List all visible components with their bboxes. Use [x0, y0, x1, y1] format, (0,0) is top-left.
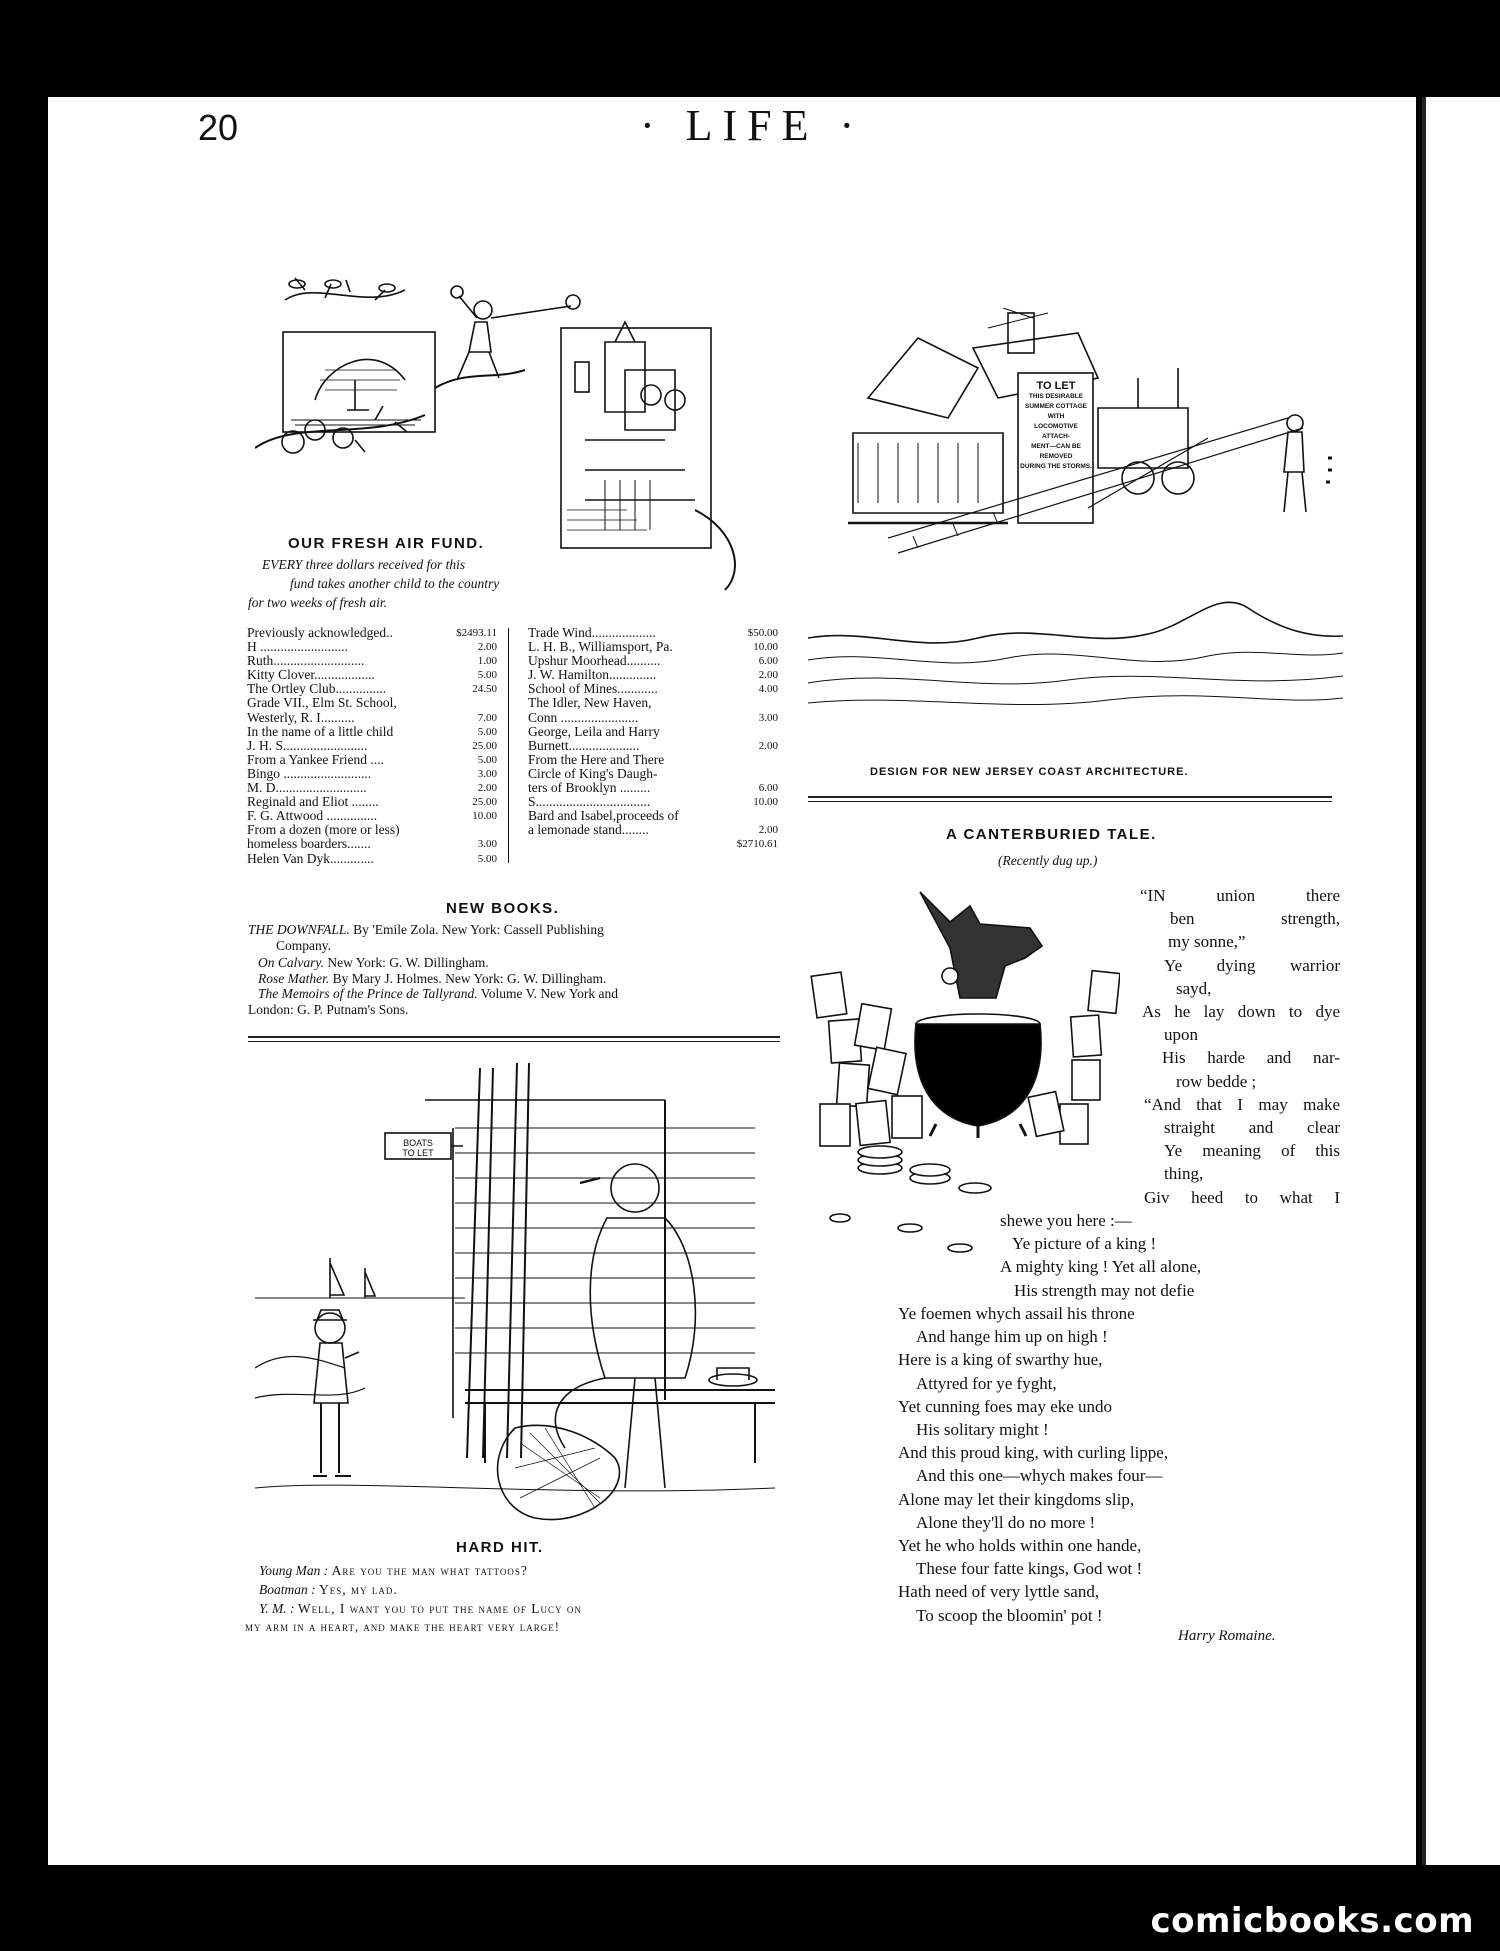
poem-line: thing, — [1164, 1164, 1204, 1184]
poem-middle-block — [1000, 1209, 1340, 1302]
donation-amount: 2.00 — [477, 782, 497, 795]
book-entry-calvary — [248, 955, 778, 971]
donation-row — [247, 767, 497, 781]
donor-name: J. H. S......................... — [247, 738, 368, 753]
to-let-sign — [1020, 380, 1092, 472]
donation-row — [247, 668, 497, 682]
svg-text:BOATS: BOATS — [403, 1138, 433, 1148]
tale-subheading: (Recently dug up.) — [998, 853, 1098, 868]
fresh-air-intro — [248, 555, 608, 612]
poem-line: my sonne,” — [1168, 932, 1246, 952]
poem-narrow-block — [1140, 884, 1340, 1209]
svg-text:TO LET: TO LET — [402, 1148, 434, 1158]
donation-row — [247, 781, 497, 795]
donor-name: Conn ....................... — [528, 710, 639, 725]
speaker-boatman: Boatman : — [259, 1582, 316, 1597]
donation-row — [528, 837, 778, 851]
donation-amount: 4.00 — [758, 683, 778, 696]
donor-name: a lemonade stand........ — [528, 823, 649, 838]
donation-row — [247, 696, 497, 710]
poem-line: “IN union there — [1140, 886, 1340, 905]
donation-row — [528, 696, 778, 710]
donation-row — [247, 725, 497, 739]
sign-line: DURING THE STORMS. — [1020, 463, 1092, 470]
donor-name: Upshur Moorhead.......... — [528, 654, 661, 669]
hard-hit-illustration — [255, 1058, 775, 1538]
donor-name: From a dozen (more or less) — [247, 823, 400, 838]
poem-line: sayd, — [1176, 978, 1212, 998]
poem-line: shewe you here :— — [1000, 1211, 1132, 1230]
donor-name: From a Yankee Friend .... — [247, 752, 384, 767]
donation-row — [247, 739, 497, 753]
donor-name: The Ortley Club............... — [247, 682, 387, 697]
donation-amount: 25.00 — [472, 739, 497, 752]
poem-line: As he lay down to dye — [1142, 1002, 1340, 1022]
poem-line: upon — [1164, 1025, 1198, 1045]
donation-amount — [772, 767, 778, 781]
donations-right-column — [528, 626, 778, 852]
poem-line: Ye dying warrior — [1164, 955, 1340, 975]
donor-name: F. G. Attwood ............... — [247, 809, 378, 824]
donation-amount: 3.00 — [758, 711, 778, 724]
poem-line: Here is a king of swarthy hue, — [898, 1350, 1103, 1370]
poem-wide-block — [898, 1302, 1338, 1627]
donor-name: homeless boarders....... — [247, 837, 371, 852]
intro-line-1: EVERY three dollars received for this — [262, 557, 466, 572]
poem-line: Yet he who holds within one hande, — [898, 1536, 1142, 1556]
poem-line: And hange him up on high ! — [916, 1327, 1108, 1347]
dialogue-line-3 — [245, 1599, 785, 1618]
coast-caption: DESIGN FOR NEW JERSEY COAST ARCHITECTURE. — [870, 766, 1189, 778]
dialogue-line-1 — [245, 1561, 785, 1580]
masthead-title: · LIFE · — [640, 101, 865, 150]
donations-left-column — [247, 626, 497, 866]
dialogue-text: Well, I want you to put the name of Lucy on — [297, 1601, 582, 1616]
donor-name: Bingo .......................... — [247, 766, 372, 781]
donation-amount: 1.00 — [477, 655, 497, 668]
donor-name: Grade VII., Elm St. School, — [247, 696, 397, 711]
donor-name: L. H. B., Williamsport, Pa. — [528, 640, 673, 655]
donation-amount: 2.00 — [758, 739, 778, 752]
donor-name: J. W. Hamilton.............. — [528, 668, 657, 683]
poem-line: His harde and nar- — [1162, 1048, 1340, 1068]
donor-name: From the Here and There — [528, 752, 665, 767]
donation-row — [528, 795, 778, 809]
donor-name: Circle of King's Daugh- — [528, 766, 658, 781]
sign-line: MENT—CAN BE REMOVED — [1031, 443, 1081, 460]
book-details-cont: London: G. P. Putnam's Sons. — [248, 1001, 409, 1017]
donation-amount: 5.00 — [477, 669, 497, 682]
donation-amount: 10.00 — [753, 641, 778, 654]
poem-line: row bedde ; — [1176, 1071, 1257, 1091]
donation-amount: $2493.11 — [456, 627, 497, 639]
donation-row — [247, 753, 497, 767]
sign-line: SUMMER COTTAGE WITH — [1025, 403, 1087, 420]
donation-amount: 25.00 — [472, 796, 497, 809]
donation-row — [247, 626, 497, 640]
poem-line: A mighty king ! Yet all alone, — [1000, 1257, 1202, 1277]
adjacent-page-edge — [1422, 97, 1500, 1865]
new-books-list — [248, 922, 778, 1017]
page-number: 20 — [198, 107, 239, 148]
donor-name: Bard and Isabel,proceeds of — [528, 809, 679, 824]
donation-amount — [491, 823, 497, 837]
book-title: The Memoirs of the Prince de Tallyrand. — [258, 986, 478, 1001]
donation-row — [247, 640, 497, 654]
dialogue-text: Yes, my lad. — [319, 1582, 398, 1597]
donor-name: H .......................... — [247, 640, 348, 655]
book-entry-memoirs — [248, 986, 778, 1002]
poem-line: Yet cunning foes may eke undo — [898, 1396, 1113, 1416]
book-details: Volume V. New York and — [477, 986, 619, 1001]
donation-amount: 7.00 — [477, 711, 497, 724]
donor-name: M. D........................... — [247, 781, 367, 796]
section-divider — [808, 796, 1332, 802]
donation-row — [247, 823, 497, 837]
book-entry-rose-mather — [248, 971, 778, 987]
donation-row — [247, 837, 497, 851]
sign-line: THIS DESIRABLE — [1028, 393, 1084, 400]
donation-row — [528, 668, 778, 682]
donation-amount: 5.00 — [477, 852, 497, 865]
donation-amount: 24.50 — [472, 683, 497, 696]
intro-line-3: for two weeks of fresh air. — [248, 595, 388, 610]
intro-line-2: fund takes another child to the country — [290, 576, 500, 591]
donation-amount — [772, 809, 778, 823]
poem-line: And this proud king, with curling lippe, — [898, 1443, 1169, 1463]
poem-line: straight and clear — [1164, 1118, 1340, 1138]
poem-line: ben strength, — [1170, 909, 1340, 929]
poem-line: These four fatte kings, God wot ! — [916, 1559, 1143, 1579]
donation-amount: 5.00 — [477, 725, 497, 738]
donation-amount: $2710.61 — [736, 838, 778, 851]
poem-line: And this one—whych makes four— — [916, 1466, 1163, 1486]
donation-amount — [772, 725, 778, 739]
donation-row — [247, 682, 497, 696]
donor-name: Helen Van Dyk............. — [247, 851, 374, 866]
donor-name: Reginald and Eliot ........ — [247, 795, 379, 810]
book-title: On Calvary. — [258, 955, 324, 970]
donation-row — [247, 795, 497, 809]
book-details-cont: Company. — [276, 937, 331, 953]
donor-name: Ruth........................... — [247, 654, 365, 669]
poem-author: Harry Romaine. — [1178, 1628, 1276, 1644]
book-entry-downfall — [248, 922, 778, 938]
donor-name: Previously acknowledged.. — [247, 626, 393, 640]
donation-amount — [772, 696, 778, 710]
donor-name: Kitty Clover.................. — [247, 668, 375, 683]
poem-line: “And that I may make — [1144, 1094, 1340, 1114]
donation-row — [247, 654, 497, 668]
donation-amount: 2.00 — [477, 641, 497, 654]
donor-name: In the name of a little child — [247, 724, 394, 739]
donation-amount: 10.00 — [472, 810, 497, 823]
donation-row — [247, 809, 497, 823]
section-divider — [248, 1036, 780, 1042]
donation-amount: 6.00 — [758, 782, 778, 795]
book-title: THE DOWNFALL. — [248, 922, 350, 937]
poem-line: His solitary might ! — [916, 1420, 1049, 1440]
donation-row — [247, 852, 497, 866]
dialogue-text: Are you the man what tattoos? — [331, 1563, 528, 1578]
donation-row — [528, 654, 778, 668]
poem-line: Ye picture of a king ! — [1012, 1234, 1157, 1254]
donation-amount: 10.00 — [753, 796, 778, 809]
book-details: By Mary J. Holmes. New York: G. W. Dillingham. — [329, 970, 607, 986]
watermark-text: comicbooks.com — [1150, 1901, 1474, 1941]
donation-row — [528, 711, 778, 725]
donation-amount: $50.00 — [747, 627, 778, 639]
dialogue-line-4: my arm in a heart, and make the heart very large! — [245, 1620, 560, 1634]
poem-line: Giv heed to what I — [1144, 1187, 1340, 1207]
donation-row — [528, 682, 778, 696]
donation-row — [528, 809, 778, 823]
sign-text — [1020, 392, 1092, 472]
book-title: Rose Mather. — [258, 970, 330, 986]
donation-amount: 5.00 — [477, 753, 497, 766]
donor-name: School of Mines............ — [528, 682, 658, 697]
book-details: By 'Emile Zola. New York: Cassell Publishing — [349, 922, 604, 937]
dialogue-line-2 — [245, 1580, 785, 1599]
donor-name: The Idler, New Haven, — [528, 696, 652, 711]
poem-line: Alone they'll do no more ! — [916, 1512, 1096, 1532]
sign-title: TO LET — [1036, 380, 1076, 392]
column-divider — [508, 628, 509, 863]
donor-name: George, Leila and Harry — [528, 724, 660, 739]
donation-amount: 3.00 — [477, 838, 497, 851]
donation-amount — [772, 753, 778, 767]
donor-name: Westerly, R. I.......... — [247, 710, 355, 725]
donation-row — [528, 767, 778, 781]
donation-row — [528, 781, 778, 795]
donor-name: ters of Brooklyn ......... — [528, 781, 651, 796]
donor-name: Burnett..................... — [528, 738, 640, 753]
speaker-young-man: Young Man : — [259, 1563, 329, 1578]
donation-amount — [491, 696, 497, 710]
poem-line: His strength may not defie — [1014, 1280, 1195, 1300]
donation-amount: 3.00 — [477, 767, 497, 780]
tale-heading: A CANTERBURIED TALE. — [946, 826, 1157, 843]
speaker-y-m: Y. M. : — [259, 1601, 295, 1616]
donation-row — [247, 711, 497, 725]
donation-row — [528, 739, 778, 753]
donation-amount: 2.00 — [758, 824, 778, 837]
poem-line: Attyred for ye fyght, — [916, 1373, 1057, 1393]
donor-name: Trade Wind................... — [528, 626, 656, 640]
donation-row — [528, 640, 778, 654]
fresh-air-heading: OUR FRESH AIR FUND. — [288, 535, 485, 552]
donation-row — [528, 753, 778, 767]
poem-line: To scoop the bloomin' pot ! — [916, 1605, 1103, 1625]
donation-row — [528, 725, 778, 739]
book-details: New York: G. W. Dillingham. — [324, 955, 489, 970]
page-spine — [1422, 97, 1426, 1865]
hard-hit-heading: HARD HIT. — [456, 1539, 544, 1556]
donation-row — [528, 626, 778, 640]
donation-row — [528, 823, 778, 837]
donation-amount: 6.00 — [758, 655, 778, 668]
sign-line: LOCOMOTIVE ATTACH- — [1034, 423, 1078, 440]
poem-line: Ye meaning of this — [1164, 1141, 1340, 1161]
new-books-heading: NEW BOOKS. — [446, 900, 560, 917]
poem-line: Alone may let their kingdoms slip, — [898, 1489, 1135, 1509]
poem-line: Ye foemen whych assail his throne — [898, 1304, 1135, 1323]
hard-hit-dialogue — [245, 1561, 785, 1637]
donor-name: S.................................. — [528, 795, 651, 810]
poem-line: Hath need of very lyttle sand, — [898, 1582, 1100, 1602]
coast-architecture-illustration — [808, 308, 1343, 728]
donation-amount: 2.00 — [758, 669, 778, 682]
